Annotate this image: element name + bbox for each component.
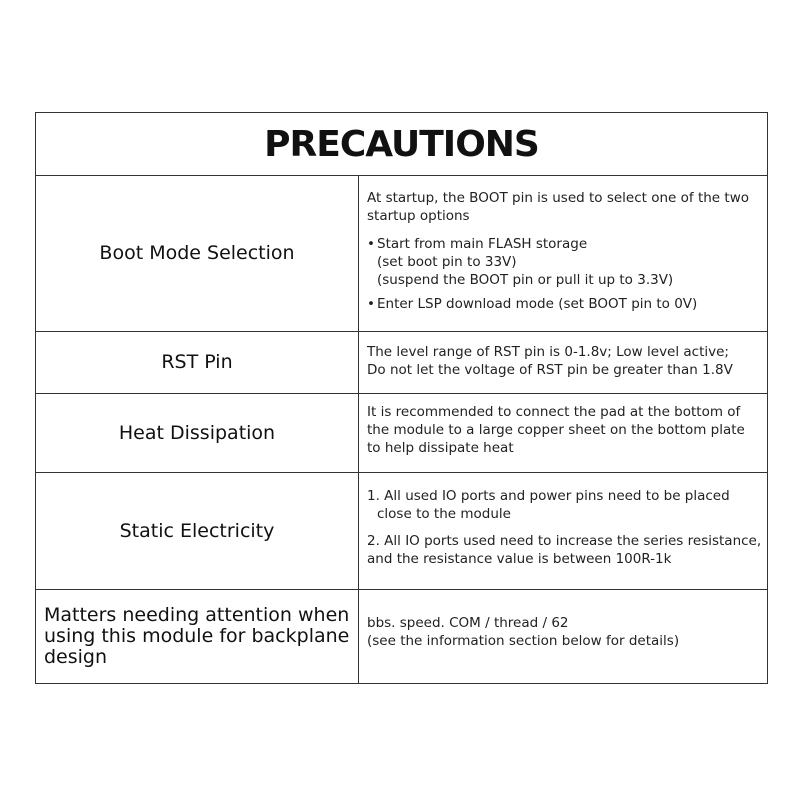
description-text: It is recommended to connect the pad at the bottom of xyxy=(367,404,741,420)
row-label xyxy=(44,605,349,668)
title-row xyxy=(36,113,767,176)
description-text: 2. All IO ports used need to increase the series resistance, xyxy=(367,533,762,549)
list-item xyxy=(367,235,759,289)
description-cell xyxy=(359,473,767,589)
description-text: Start from main FLASH storage xyxy=(377,236,588,252)
description-text: the module to a large copper sheet on the bottom plate xyxy=(367,422,745,438)
description-text: and the resistance value is between 100R-1k xyxy=(367,551,672,567)
list-item xyxy=(367,295,759,313)
row-label: Static Electricity xyxy=(119,519,275,542)
description-cell xyxy=(359,394,767,472)
description-cell xyxy=(359,332,767,393)
table-row-static-electricity xyxy=(36,473,767,590)
row-label-line: Matters needing attention when xyxy=(44,604,350,626)
label-cell xyxy=(36,332,359,393)
description-text: startup options xyxy=(367,208,470,224)
description-text: (see the information section below for details) xyxy=(367,633,680,649)
description-text: (set boot pin to 33V) xyxy=(377,254,517,270)
table-row-backplane-design xyxy=(36,590,767,683)
description-text: Enter LSP download mode (set BOOT pin to 0V) xyxy=(377,296,698,312)
row-label-line: using this module for backplane xyxy=(44,625,350,647)
label-cell xyxy=(36,394,359,472)
page-title: PRECAUTIONS xyxy=(264,123,539,165)
description-text: The level range of RST pin is 0-1.8v; Low level active; xyxy=(367,344,729,360)
label-cell xyxy=(36,175,359,331)
row-label: RST Pin xyxy=(161,351,233,373)
precautions-table xyxy=(35,112,768,684)
description-text: to help dissipate heat xyxy=(367,440,514,456)
description-text: (suspend the BOOT pin or pull it up to 3.3V) xyxy=(377,272,674,288)
description-cell xyxy=(359,175,767,331)
description-cell xyxy=(359,590,767,683)
description-text: bbs. speed. COM / thread / 62 xyxy=(367,615,569,631)
table-row-boot-mode xyxy=(36,175,767,332)
description-text: close to the module xyxy=(377,506,511,522)
label-cell xyxy=(36,473,359,589)
row-label: Boot Mode Selection xyxy=(99,241,295,264)
description-text: Do not let the voltage of RST pin be greater than 1.8V xyxy=(367,362,733,378)
row-label-line: design xyxy=(44,646,108,668)
table-row-heat-dissipation xyxy=(36,394,767,473)
bullet-icon: • xyxy=(367,236,375,252)
description-text: At startup, the BOOT pin is used to select one of the two xyxy=(367,190,749,206)
bullet-icon: • xyxy=(367,296,375,312)
table-row-rst-pin xyxy=(36,332,767,394)
spacer xyxy=(367,225,759,235)
row-label: Heat Dissipation xyxy=(118,421,276,444)
label-cell xyxy=(36,590,359,683)
spacer xyxy=(367,523,759,532)
description-text: 1. All used IO ports and power pins need to be placed xyxy=(367,488,730,504)
